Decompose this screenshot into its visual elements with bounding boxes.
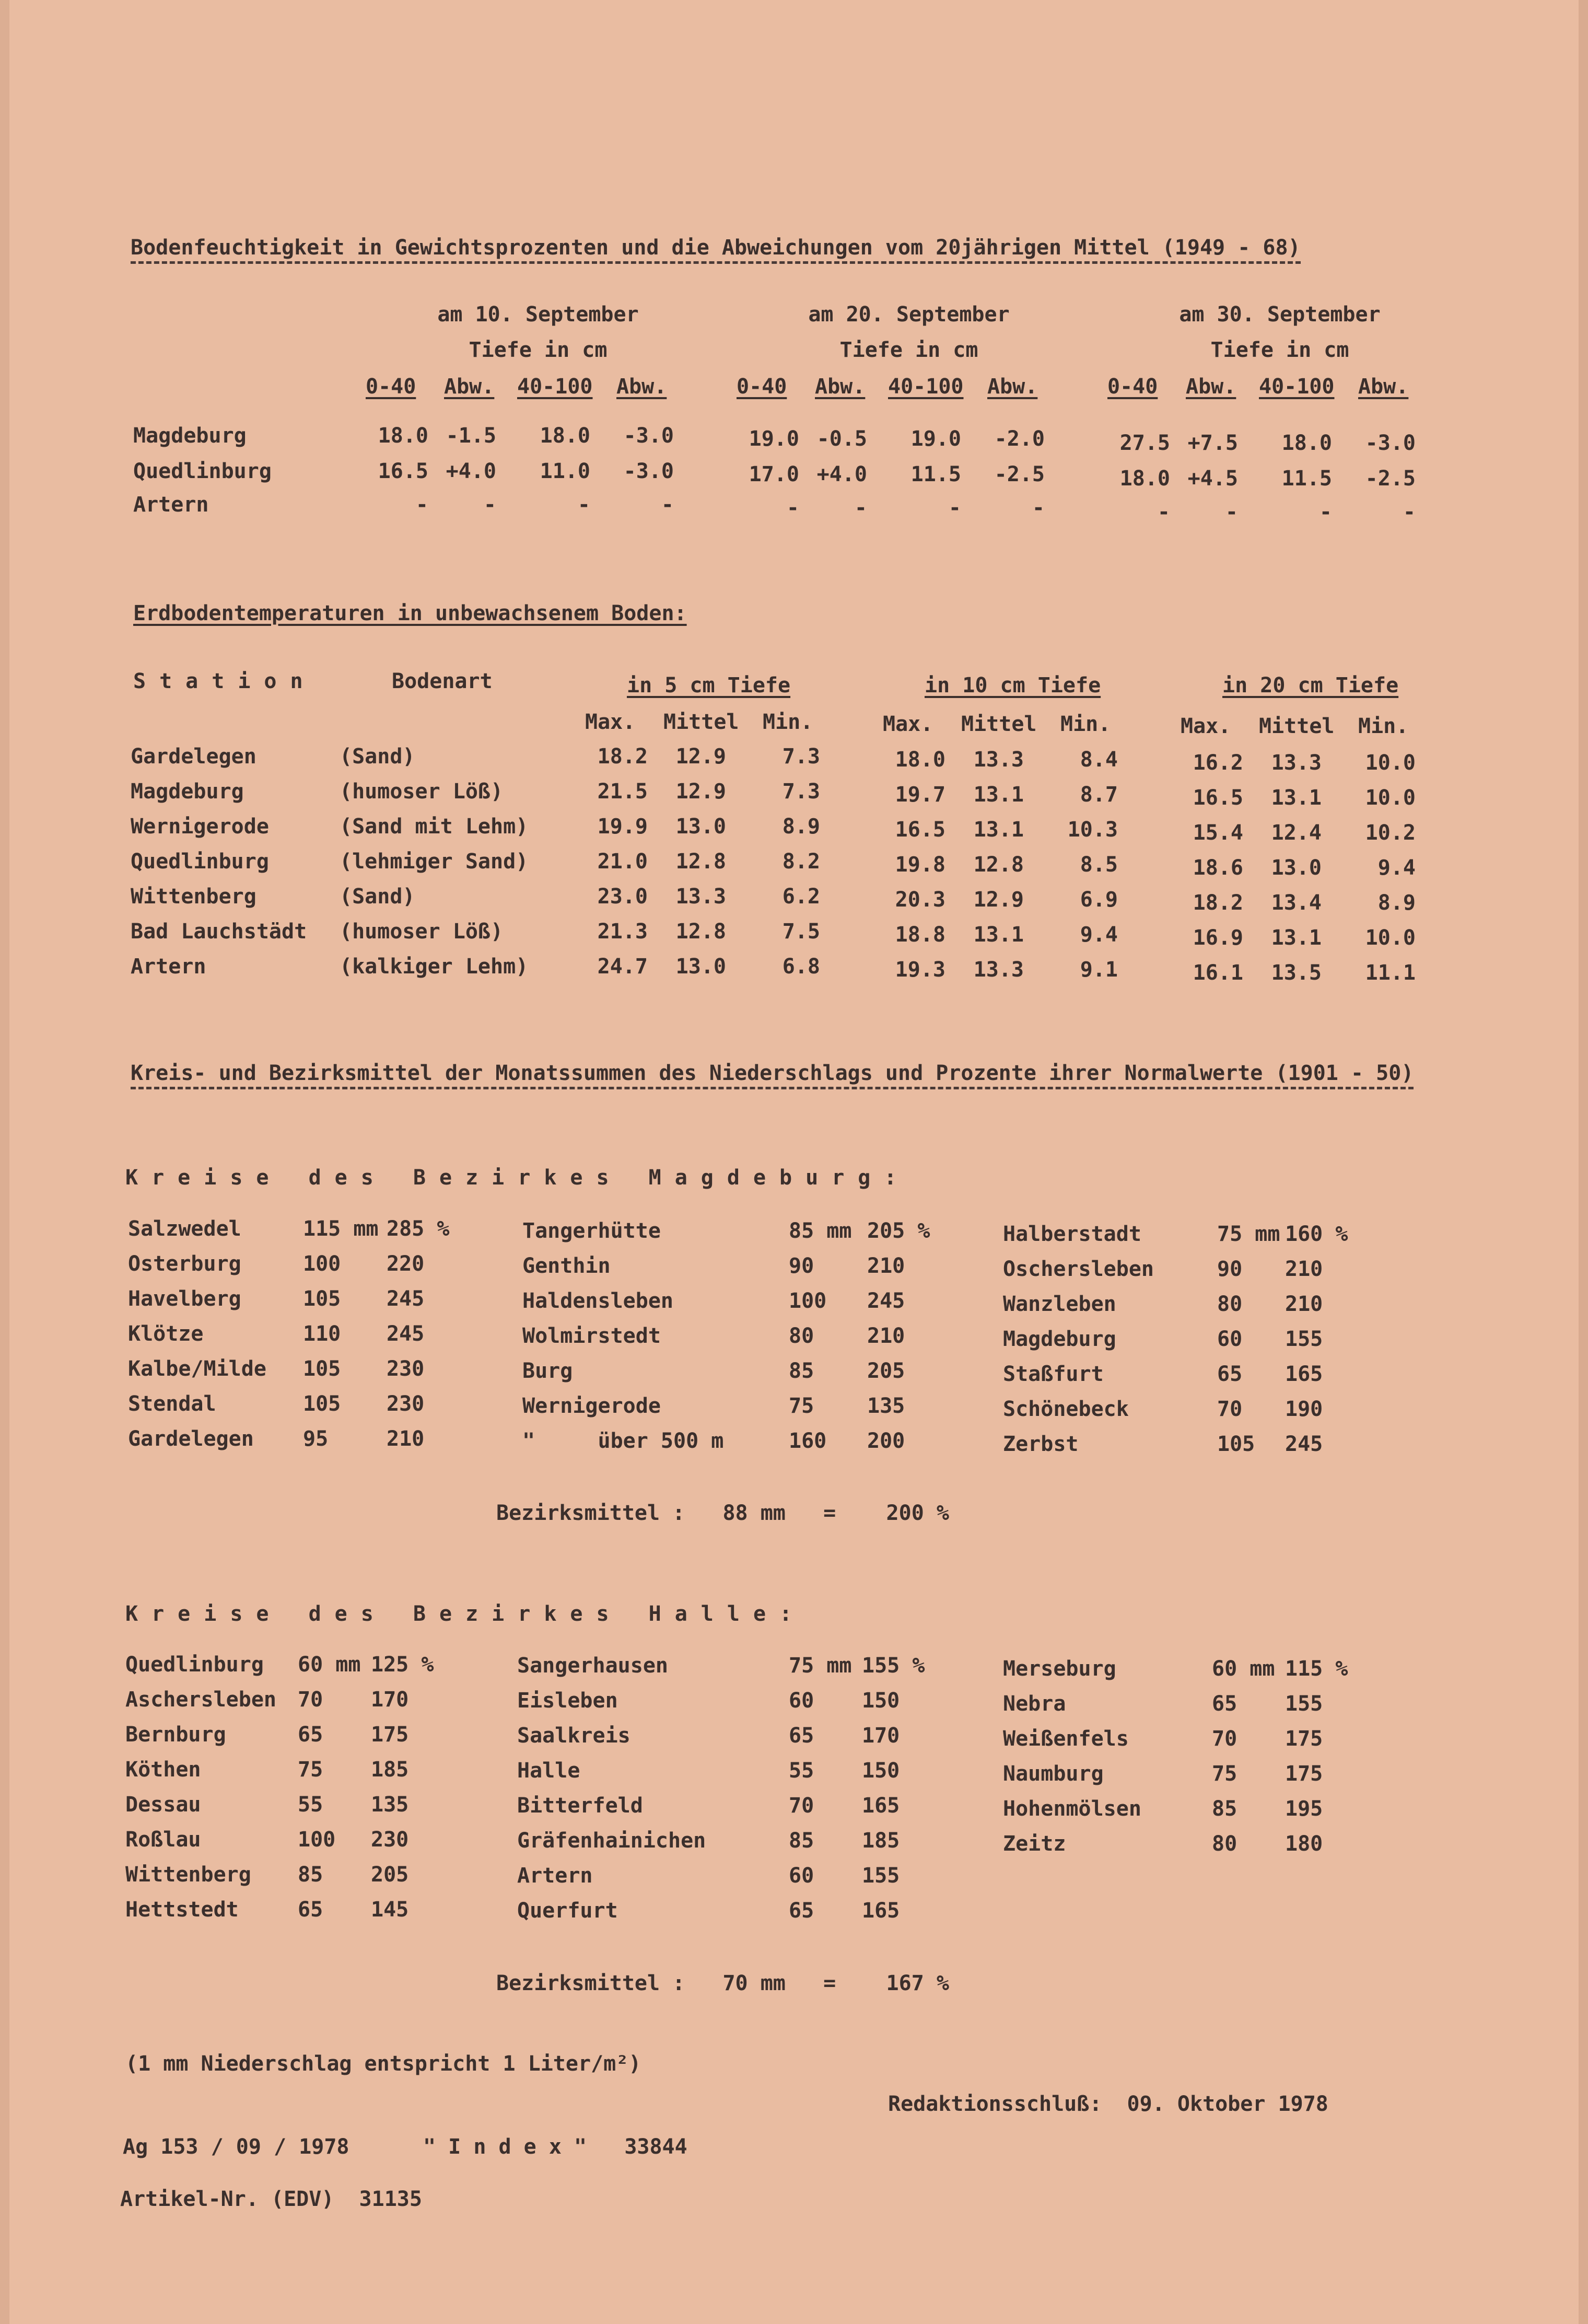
county-name: Wernigerode [522,1394,661,1418]
county-precip-percent: 145 [371,1898,409,1922]
county-name: Salzwedel [128,1217,241,1241]
depth-header: in 20 cm Tiefe [1222,673,1399,698]
temperature-value: 8.5 [1080,853,1118,877]
county-precip-mm: 70 [789,1794,814,1818]
moisture-value: - [483,493,496,517]
county-name: Hettstedt [125,1898,239,1922]
county-precip-mm: 80 [1217,1292,1243,1316]
temperature-value: 16.5 [1193,786,1243,810]
moisture-value: - [786,496,799,520]
moisture-value: 18.0 [1119,467,1170,491]
temperature-value: 19.9 [597,815,648,839]
county-precip-mm: 110 [303,1322,341,1346]
county-name: Staßfurt [1003,1362,1104,1386]
moisture-value: - [854,496,867,520]
temperature-col-header: Max. [585,710,636,734]
county-precip-percent: 210 [867,1324,905,1348]
county-precip-percent: 185 [862,1829,900,1853]
county-name: Gardelegen [128,1427,254,1451]
county-precip-mm: 85 [1212,1797,1237,1821]
county-precip-mm: 85 [298,1863,323,1887]
county-precip-percent: 150 [862,1689,900,1713]
document-number: Ag 153 / 09 / 1978 [123,2135,349,2159]
county-precip-percent: 175 [371,1723,409,1747]
county-precip-percent: 190 [1285,1397,1323,1421]
precipitation-unit-note: (1 mm Niederschlag entspricht 1 Liter/m²) [125,2052,641,2076]
temperature-value: 10.0 [1365,926,1416,950]
county-precip-percent: 230 [371,1828,409,1852]
county-name: Schönebeck [1003,1397,1129,1421]
temperature-value: 10.0 [1365,786,1416,810]
moisture-col-header: 40-100 [517,375,593,399]
county-precip-mm: 65 [298,1898,323,1922]
county-precip-percent: 285 % [387,1217,450,1241]
county-precip-percent: 210 [1285,1292,1323,1316]
moisture-value: -3.0 [1365,431,1416,455]
soil-type: (Sand) [340,885,415,909]
county-precip-mm: 75 [1212,1762,1237,1786]
county-name: Tangerhütte [522,1219,661,1243]
temperature-value: 6.2 [782,885,820,909]
temperature-value: 6.8 [782,955,820,979]
county-name: Wolmirstedt [522,1324,661,1348]
county-precip-percent: 245 [387,1287,425,1311]
county-name: Nebra [1003,1692,1066,1716]
moisture-value: -3.0 [623,424,674,448]
temperature-value: 10.3 [1067,818,1118,842]
temperature-value: 21.0 [597,850,648,874]
moisture-value: 18.0 [1281,431,1332,455]
temperature-value: 13.0 [675,955,726,979]
county-precip-percent: 155 [1285,1327,1323,1351]
county-name: Osterburg [128,1252,241,1276]
county-precip-mm: 75 [298,1758,323,1782]
moisture-value: 16.5 [378,459,428,483]
county-precip-mm: 80 [789,1324,814,1348]
county-precip-percent: 150 [862,1759,900,1783]
county-precip-mm: 60 [789,1689,814,1713]
temperature-value: 12.9 [675,780,726,804]
county-precip-mm: 85 [789,1829,814,1853]
soil-type: (Sand) [340,745,415,769]
district-mean: Bezirksmittel : 88 mm = 200 % [496,1501,949,1525]
temperature-value: 6.9 [1080,888,1118,912]
soil-type: (lehmiger Sand) [340,850,529,874]
temperature-col-header: Mittel [663,710,739,734]
county-precip-mm: 100 [298,1828,336,1852]
temperature-value: 13.3 [973,958,1024,982]
moisture-value: - [577,493,590,517]
temperature-value: 23.0 [597,885,648,909]
temperature-station: Artern [131,955,206,979]
county-name: Wittenberg [125,1863,251,1887]
county-precip-mm: 65 [298,1723,323,1747]
temperature-station: Wittenberg [131,885,256,909]
moisture-depth-header: Tiefe in cm [1210,338,1349,362]
temperature-value: 13.5 [1271,961,1322,985]
temperature-value: 13.3 [973,748,1024,772]
county-name: Kalbe/Milde [128,1357,266,1381]
temperature-value: 9.4 [1377,856,1416,880]
moisture-value: -3.0 [623,459,674,483]
county-precip-percent: 185 [371,1758,409,1782]
temperature-value: 16.5 [895,818,945,842]
temperature-value: 7.3 [782,780,820,804]
county-precip-percent: 230 [387,1357,425,1381]
county-precip-mm: 105 [303,1392,341,1416]
county-precip-mm: 100 [789,1289,827,1313]
moisture-value: +4.0 [446,459,496,483]
temperature-value: 19.7 [895,783,945,807]
temperature-value: 21.5 [597,780,648,804]
county-precip-mm: 75 mm [1217,1222,1280,1246]
county-name: Eisleben [517,1689,618,1713]
temperature-value: 7.5 [782,920,820,944]
temperature-value: 20.3 [895,888,945,912]
county-precip-mm: 55 [789,1759,814,1783]
county-precip-percent: 210 [387,1427,425,1451]
temperature-value: 19.8 [895,853,945,877]
county-precip-mm: 65 [789,1899,814,1923]
county-precip-mm: 65 [789,1724,814,1748]
temperature-value: 13.4 [1271,891,1322,915]
moisture-value: 18.0 [378,424,428,448]
temperature-value: 19.3 [895,958,945,982]
county-name: Dessau [125,1793,201,1817]
county-precip-mm: 65 [1212,1692,1237,1716]
county-precip-mm: 70 [1217,1397,1243,1421]
temperature-col-header: Mittel [1259,714,1335,738]
moisture-value: -0.5 [816,427,867,451]
county-name: Merseburg [1003,1657,1116,1681]
editorial-deadline: Redaktionsschluß: 09. Oktober 1978 [888,2092,1328,2116]
moisture-value: 18.0 [540,424,590,448]
district-heading: Kreise des Bezirkes Halle: [125,1602,806,1626]
temperature-title: Erdbodentemperaturen in unbewachsenem Boden: [133,601,687,625]
county-precip-mm: 55 [298,1793,323,1817]
county-name: Aschersleben [125,1688,276,1712]
county-name: Stendal [128,1392,216,1416]
temperature-value: 13.1 [973,818,1024,842]
county-precip-mm: 90 [789,1254,814,1278]
temperature-value: 12.9 [675,745,726,769]
temperature-value: 18.0 [895,748,945,772]
moisture-date-header: am 20. September [808,303,1010,327]
county-precip-mm: 60 mm [298,1653,361,1677]
temperature-station: Gardelegen [131,745,256,769]
moisture-col-header: 40-100 [888,375,964,399]
moisture-value: - [1032,496,1045,520]
moisture-value: -2.5 [994,462,1045,486]
county-name: Oschersleben [1003,1257,1154,1281]
county-precip-percent: 245 [867,1289,905,1313]
county-name: Halle [517,1759,580,1783]
county-precip-percent: 135 [867,1394,905,1418]
temperature-value: 13.1 [1271,926,1322,950]
county-precip-percent: 205 % [867,1219,930,1243]
moisture-col-header: 0-40 [366,375,416,399]
temperature-value: 8.9 [782,815,820,839]
county-precip-percent: 155 % [862,1654,925,1678]
index-number: " I n d e x " 33844 [423,2135,687,2159]
county-name: Burg [522,1359,573,1383]
moisture-value: 11.5 [1281,467,1332,491]
temperature-value: 13.3 [675,885,726,909]
temperature-value: 12.8 [675,920,726,944]
temperature-value: 10.2 [1365,821,1416,845]
temperature-value: 13.1 [973,923,1024,947]
county-precip-percent: 165 [1285,1362,1323,1386]
county-precip-percent: 125 % [371,1653,434,1677]
county-precip-percent: 245 [387,1322,425,1346]
moisture-value: - [948,496,961,520]
temperature-station: Magdeburg [131,780,244,804]
moisture-value: 17.0 [749,462,799,486]
page-edge-right [1579,0,1588,2324]
county-name: Roßlau [125,1828,201,1852]
moisture-col-header: Abw. [987,375,1038,399]
county-precip-percent: 175 [1285,1762,1323,1786]
moisture-value: 19.0 [749,427,799,451]
temperature-value: 13.1 [973,783,1024,807]
moisture-depth-header: Tiefe in cm [839,338,978,362]
county-precip-mm: 75 [789,1394,814,1418]
county-precip-mm: 115 mm [303,1217,379,1241]
county-name: Halberstadt [1003,1222,1141,1246]
district-mean: Bezirksmittel : 70 mm = 167 % [496,1971,949,1995]
temperature-col-header: Min. [1358,714,1409,738]
soil-type: (humoser Löß) [340,920,504,944]
moisture-value: - [1157,500,1170,524]
county-precip-mm: 70 [1212,1727,1237,1751]
soil-type: (Sand mit Lehm) [340,815,529,839]
temperature-value: 16.1 [1193,961,1243,985]
moisture-value: - [1319,500,1332,524]
county-precip-mm: 85 mm [789,1219,852,1243]
moisture-date-header: am 30. September [1179,303,1381,327]
county-precip-mm: 90 [1217,1257,1243,1281]
temperature-value: 8.7 [1080,783,1118,807]
moisture-value: +4.0 [816,462,867,486]
county-precip-percent: 220 [387,1252,425,1276]
county-name: Klötze [128,1322,204,1346]
county-precip-percent: 165 [862,1794,900,1818]
county-precip-mm: 60 [789,1864,814,1888]
temperature-col-header: Min. [1060,712,1111,736]
temperature-value: 24.7 [597,955,648,979]
county-name: " über 500 m [522,1429,724,1453]
moisture-col-header: Abw. [1358,375,1409,399]
temperature-value: 16.2 [1193,751,1243,775]
county-precip-mm: 105 [303,1287,341,1311]
moisture-value: 27.5 [1119,431,1170,455]
station-label: Station [133,669,317,693]
temperature-value: 15.4 [1193,821,1243,845]
county-precip-mm: 95 [303,1427,329,1451]
county-precip-mm: 160 [789,1429,827,1453]
moisture-col-header: 0-40 [1107,375,1158,399]
moisture-value: -1.5 [446,424,496,448]
county-precip-percent: 170 [371,1688,409,1712]
county-precip-percent: 135 [371,1793,409,1817]
temperature-col-header: Mittel [961,712,1037,736]
county-precip-percent: 200 [867,1429,905,1453]
temperature-value: 7.3 [782,745,820,769]
county-name: Weißenfels [1003,1727,1129,1751]
temperature-value: 10.0 [1365,751,1416,775]
county-name: Bitterfeld [517,1794,643,1818]
soil-type: (humoser Löß) [340,780,504,804]
temperature-value: 18.6 [1193,856,1243,880]
county-precip-mm: 85 [789,1359,814,1383]
page-edge-left [0,0,9,2324]
temperature-station: Bad Lauchstädt [131,920,307,944]
county-precip-percent: 205 [867,1359,905,1383]
moisture-col-header: Abw. [815,375,866,399]
temperature-col-header: Max. [883,712,933,736]
county-name: Hohenmölsen [1003,1797,1141,1821]
moisture-value: - [1225,500,1238,524]
county-precip-percent: 160 % [1285,1222,1348,1246]
moisture-value: +7.5 [1187,431,1238,455]
temperature-value: 13.3 [1271,751,1322,775]
county-precip-percent: 115 % [1285,1657,1348,1681]
county-name: Genthin [522,1254,611,1278]
moisture-title: Bodenfeuchtigkeit in Gewichtsprozenten und die Abweichungen vom 20jährigen Mittel (1949 - 68) [131,235,1301,264]
temperature-value: 12.8 [973,853,1024,877]
temperature-value: 9.1 [1080,958,1118,982]
county-name: Querfurt [517,1899,618,1923]
moisture-value: -2.5 [1365,467,1416,491]
county-name: Gräfenhainichen [517,1829,706,1853]
temperature-col-header: Min. [763,710,813,734]
moisture-value: - [1403,500,1416,524]
county-precip-mm: 105 [303,1357,341,1381]
county-name: Zeitz [1003,1832,1066,1856]
moisture-col-header: 0-40 [737,375,787,399]
temperature-value: 12.9 [973,888,1024,912]
article-number: Artikel-Nr. (EDV) 31135 [120,2187,422,2211]
county-precip-percent: 195 [1285,1797,1323,1821]
county-precip-mm: 80 [1212,1832,1237,1856]
county-name: Artern [517,1864,593,1888]
temperature-value: 8.9 [1377,891,1416,915]
temperature-value: 13.1 [1271,786,1322,810]
temperature-value: 12.4 [1271,821,1322,845]
moisture-col-header: 40-100 [1259,375,1335,399]
county-precip-mm: 105 [1217,1432,1255,1456]
county-precip-percent: 155 [862,1864,900,1888]
county-name: Havelberg [128,1287,241,1311]
county-name: Bernburg [125,1723,226,1747]
county-name: Quedlinburg [125,1653,264,1677]
county-name: Naumburg [1003,1762,1104,1786]
soil-type-label: Bodenart [392,669,493,693]
county-name: Magdeburg [1003,1327,1116,1351]
temperature-value: 16.9 [1193,926,1243,950]
county-precip-percent: 245 [1285,1432,1323,1456]
precipitation-title: Kreis- und Bezirksmittel der Monatssummen des Niederschlags und Prozente ihrer Normalwerte (1901 - 50) [131,1061,1414,1089]
county-precip-percent: 165 [862,1899,900,1923]
moisture-station: Quedlinburg [133,459,272,483]
temperature-value: 18.2 [597,745,648,769]
moisture-value: 19.0 [910,427,961,451]
moisture-value: 11.5 [910,462,961,486]
county-precip-percent: 175 [1285,1727,1323,1751]
county-name: Sangerhausen [517,1654,668,1678]
depth-header: in 5 cm Tiefe [627,673,791,698]
temperature-value: 18.2 [1193,891,1243,915]
temperature-value: 11.1 [1365,961,1416,985]
county-name: Köthen [125,1758,201,1782]
county-precip-mm: 60 mm [1212,1657,1275,1681]
moisture-col-header: Abw. [1186,375,1236,399]
moisture-value: -2.0 [994,427,1045,451]
temperature-value: 8.4 [1080,748,1118,772]
temperature-value: 13.0 [1271,856,1322,880]
temperature-station: Quedlinburg [131,850,269,874]
county-precip-mm: 75 mm [789,1654,852,1678]
depth-header: in 10 cm Tiefe [925,673,1101,698]
moisture-depth-header: Tiefe in cm [469,338,608,362]
soil-type: (kalkiger Lehm) [340,955,529,979]
county-precip-percent: 170 [862,1724,900,1748]
county-precip-mm: 60 [1217,1327,1243,1351]
county-precip-percent: 210 [867,1254,905,1278]
county-precip-mm: 70 [298,1688,323,1712]
county-precip-percent: 205 [371,1863,409,1887]
temperature-value: 12.8 [675,850,726,874]
county-name: Wanzleben [1003,1292,1116,1316]
county-name: Saalkreis [517,1724,630,1748]
moisture-value: 11.0 [540,459,590,483]
moisture-col-header: Abw. [616,375,667,399]
county-precip-mm: 65 [1217,1362,1243,1386]
county-precip-percent: 230 [387,1392,425,1416]
temperature-value: 18.8 [895,923,945,947]
moisture-station: Magdeburg [133,424,247,448]
moisture-date-header: am 10. September [437,303,639,327]
county-precip-percent: 210 [1285,1257,1323,1281]
moisture-value: - [415,493,428,517]
county-name: Zerbst [1003,1432,1079,1456]
temperature-station: Wernigerode [131,815,269,839]
temperature-col-header: Max. [1181,714,1231,738]
moisture-station: Artern [133,493,209,517]
county-name: Haldensleben [522,1289,673,1313]
district-heading: Kreise des Bezirkes Magdeburg: [125,1166,910,1190]
temperature-value: 21.3 [597,920,648,944]
moisture-col-header: Abw. [444,375,495,399]
temperature-value: 9.4 [1080,923,1118,947]
county-precip-mm: 100 [303,1252,341,1276]
county-precip-percent: 180 [1285,1832,1323,1856]
temperature-value: 13.0 [675,815,726,839]
moisture-value: - [661,493,674,517]
moisture-value: +4.5 [1187,467,1238,491]
temperature-value: 8.2 [782,850,820,874]
county-precip-percent: 155 [1285,1692,1323,1716]
